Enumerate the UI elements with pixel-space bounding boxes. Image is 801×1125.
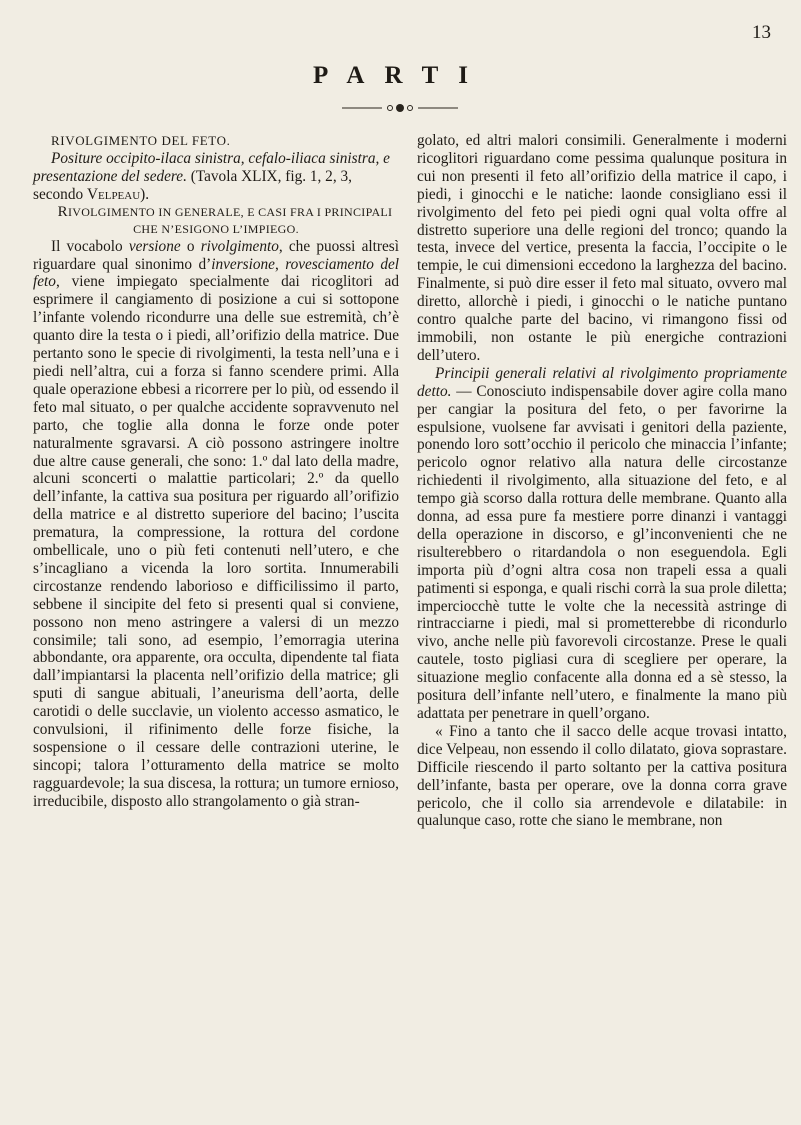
section-heading-initial: R xyxy=(57,203,68,220)
subtitle-text-a: (Tavola XLIX, fig. 1, 2, 3, secondo xyxy=(33,167,352,203)
page-number: 13 xyxy=(752,22,771,43)
italic-term: rovesciamento del feto xyxy=(33,255,400,291)
paragraph: golato, ed altri malori consimili. Generalmente i moderni ricoglitori riguardano come pessima qualunque positura in cui non presenti il feto all’orifizio della matrice il capo, i piedi, i ginocchi e le natiche: laonde consigliano essi il rivolgimento del feto pei piedi ogni qual volta offre al distretto superiore una delle regioni del tronco; quando la testa, invece del vertice, presenta la faccia, l’occipite o le tempie, le cui dimensioni eccedono la larghezza del bacino. Finalmente, si può dire esser il feto mal situato, ovvero mal diretto, allorchè i piedi, i ginocchi o le natiche puntano contro qualche parte del bacino, vi rimangono fissi od immobili, non ostante le più energiche contrazioni dell’utero. xyxy=(417,132,787,364)
text-run: — Conosciuto indispensabile dover agire colla mano per cangiar la positura del feto, o per favorirne la espulsione, vuolsene far avvisati i genitori della paziente, ponendo loro sott’occhio il pericolo che minaccia l’infante; pericolo ognor relativo alla natura delle circostanze richiedenti il rivolgimento, alla situazione del feto, e al tempo già scorso dalla rottura delle membrane. Quanto alla donna, ad essa pure fa mestiere porre dinanzi i vantaggi della operazione in discorso, e gl’inconvenienti che ne risulterebbero o ritardandola o non eseguendola. Egli importa più d’ogni altra cosa non trapeli essa a quali patimenti si esponga, e quali rischi corrà la sua prole diletta; imperciocchè tutte le volte che la necessità astringe di rintracciarne i piedi, mal si prometterebbe di ricondurlo vivo, anche nelle più favorevoli circostanze. Prese le quali cautele, tosto pigliasi cura di scegliere per operare, la situazione meglio confacente alla donna ed a sè stesso, la positura dell’infante nell’utero, e finalmente la mano più adattata per penetrare in quell’organo. xyxy=(417,382,787,722)
section-heading-rest: IVOLGIMENTO IN GENERALE, E CASI FRA I PRINCIPALI CHE N’ESIGONO L’IMPIEGO. xyxy=(67,204,393,236)
italic-heading: Principii generali relativi al rivolgimento propriamente detto. xyxy=(417,364,787,400)
paragraph: « Fino a tanto che il sacco delle acque trovasi intatto, dice Velpeau, non essendo il collo dilatato, giova soprastare. Difficile riescendo il parto soltanto per la cattiva positura dell’infante, basta per operare, ove la donna corra grave pericolo, che il collo sia arrendevole e dilatabile: in qualunque caso, rotte che siano le membrane, non xyxy=(417,722,787,830)
chapter-heading: RIVOLGIMENTO DEL FETO. xyxy=(51,133,231,148)
italic-term: rivolgimento xyxy=(200,237,279,255)
subtitle-italic: Positure occipito-ilaca sinistra, cefalo-iliaca sinistra, e presentazione del sedere. xyxy=(33,149,390,185)
text-run: , che puossi altresì riguardare qual sinonimo d’ xyxy=(33,237,399,273)
subtitle-text-b: ). xyxy=(140,185,150,203)
paragraph xyxy=(33,238,399,811)
subtitle xyxy=(33,150,399,204)
text-run: , xyxy=(274,255,286,273)
page-title: PARTI xyxy=(312,62,489,89)
paragraph xyxy=(417,365,787,723)
text-run: Il vocabolo xyxy=(51,237,129,255)
italic-term: inversione xyxy=(211,255,275,273)
left-column xyxy=(33,132,399,811)
subtitle-author: Velpeau xyxy=(86,185,141,203)
section-heading xyxy=(33,204,399,238)
text-run: o xyxy=(180,237,201,255)
text-run: , viene impiegato specialmente dai ricoglitori ad esprimere il cangiamento di posizione a cui si sottopone l’infante volendo ricondurre una delle sue estremità, ch’è quanto dire la testa o i piedi, all’orifizio della matrice. Due pertanto sono le specie di rivolgimenti, la testa nell’una e i piedi nell’altra, cui a forza si fanno scendere primi. Alla quale operazione ebbesi a ricorrere per lo più, od essendo il feto mal situato, o per qualche accidente sopravvenuto nel parto, che toglie alla donna le forze onde poter naturalmente sgravarsi. A ciò possono astringere inoltre due altre cause generali, che sono: 1.º dal lato della madre, alcuni sconcerti o malattie particolari; 2.º da quello dell’infante, la cattiva sua positura per riguardo all’orifizio della matrice e al distretto superiore del bacino; l’uscita prematura, la compressione, la rottura del cordone ombellicale, uno o più feti contenuti nell’utero, e che s’incagliano a vicenda la loro sortita. Innumerabili circostanze rendendo laborioso e difficilissimo il parto, sebbene il sincipite del feto si presenti qual si conviene, possono non meno astringere a valersi di un mezzo consimile; tali sono, ad esempio, l’emorragia uterina abbondante, ora apparente, ora occulta, dipendente tal fiata dall’impiantarsi la placenta nell’orifizio della matrice; gli sputi di sangue abituali, l’aneurisma dell’aorta, delle carotidi o delle succlavie, un violento accesso asmatico, le convulsioni, il rifinimento delle forze fisiche, la sospensione o il cessare delle contrazioni uterine, le sincopi; talora l’otturamento della matrice se molto ragguardevole; la sua discesa, la rottura; un tumore ernioso, irreducibile, disposto allo strangolamento o già stran- xyxy=(33,273,399,810)
ornament-rule xyxy=(340,103,460,113)
italic-term: versione xyxy=(128,237,181,255)
right-column xyxy=(417,132,787,830)
